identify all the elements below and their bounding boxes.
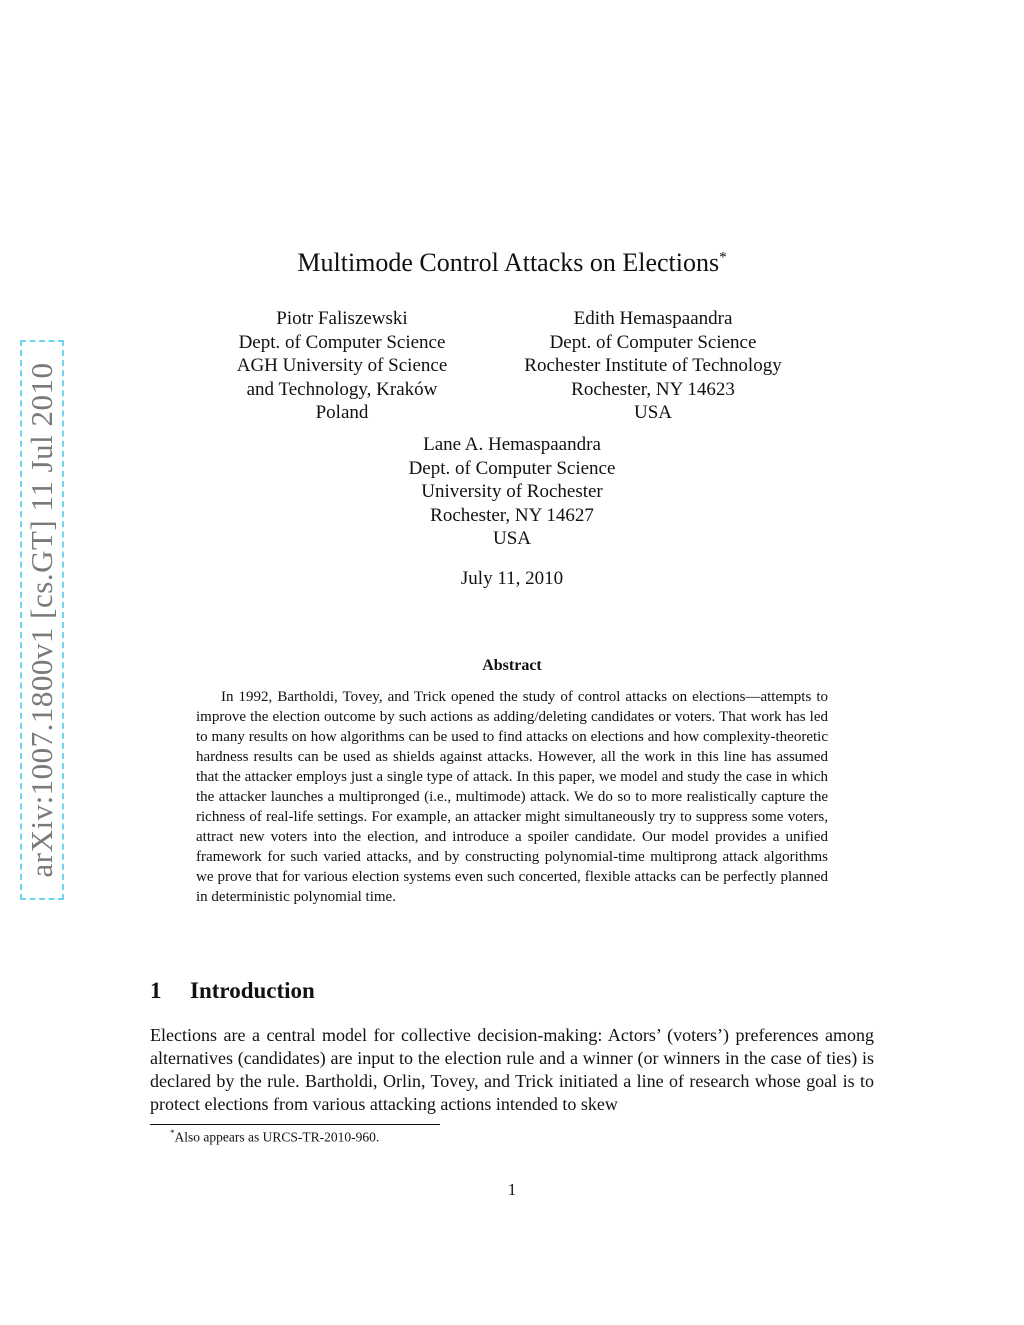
footnote-text: Also appears as URCS-TR-2010-960.: [174, 1129, 380, 1145]
author-affiliation-line: University of Rochester: [421, 481, 603, 502]
author-affiliation-line: Dept. of Computer Science: [549, 331, 757, 353]
section-title: Introduction: [190, 978, 315, 1003]
footnote-rule: [150, 1124, 440, 1125]
author-affiliation-line: Dept. of Computer Science: [408, 457, 616, 479]
author-name: Piotr Faliszewski: [276, 308, 408, 329]
section-number: 1: [150, 978, 162, 1003]
author-block-2: [500, 307, 806, 425]
arxiv-stamp: arXiv:1007.1800v1 [cs.GT] 11 Jul 2010: [24, 362, 59, 878]
abstract-heading: Abstract: [482, 657, 542, 674]
author-affiliation-line: Rochester Institute of Technology: [524, 355, 782, 376]
author-affiliation-line: Rochester, NY 14623: [571, 378, 735, 400]
author-affiliation-line: USA: [633, 402, 672, 423]
author-name: Edith Hemaspaandra: [573, 308, 733, 329]
author-block-3: [362, 433, 662, 551]
paper-title: [0, 248, 1024, 278]
title-footnote-mark: *: [719, 249, 727, 266]
author-affiliation-line: Rochester, NY 14627: [430, 504, 594, 526]
section-heading: [150, 978, 315, 1004]
paper-date: July 11, 2010: [460, 568, 564, 589]
title-text: Multimode Control Attacks on Elections: [297, 248, 720, 277]
intro-paragraph: Elections are a central model for collective decision-making: Actors’ (voters’) preferences among alternatives (candidates) are input to the election rule and a winner (or winners in the case of ties) is declared by the rule. Bartholdi, Orlin, Tovey, and Trick initiated a line of research whose goal is to protect elections from various attacking actions intended to skew: [150, 1025, 874, 1114]
author-affiliation-line: Poland: [315, 402, 369, 423]
footnote: [170, 1128, 379, 1146]
author-name: Lane A. Hemaspaandra: [423, 434, 601, 455]
page-number: 1: [507, 1180, 517, 1199]
author-block-1: [214, 307, 470, 425]
author-affiliation-line: AGH University of Science: [236, 355, 448, 376]
author-affiliation-line: USA: [492, 528, 531, 549]
abstract-text: In 1992, Bartholdi, Tovey, and Trick opened the study of control attacks on elections—attempts to improve the election outcome by such actions as adding/deleting candidates or voters. That work has led to many results on how algorithms can be used to find attacks on elections and how complexity-theoretic hardness results can be used as shields against attacks. However, all the work in this line has assumed that the attacker employs just a single type of attack. In this paper, we model and study the case in which the attacker launches a multipronged (i.e., multimode) attack. We do so to more realistically capture the richness of real-life settings. For example, an attacker might simultaneously try to suppress some voters, attract new voters into the election, and introduce a spoiler candidate. Our model provides a unified framework for such varied attacks, and by constructing polynomial-time multiprong attack algorithms we prove that for various election systems even such concerted, flexible attacks can be perfectly planned in deterministic polynomial time.: [196, 689, 828, 905]
author-affiliation-line: and Technology, Kraków: [246, 378, 438, 400]
author-affiliation-line: Dept. of Computer Science: [238, 331, 446, 353]
footnote-mark: *: [170, 1128, 175, 1138]
